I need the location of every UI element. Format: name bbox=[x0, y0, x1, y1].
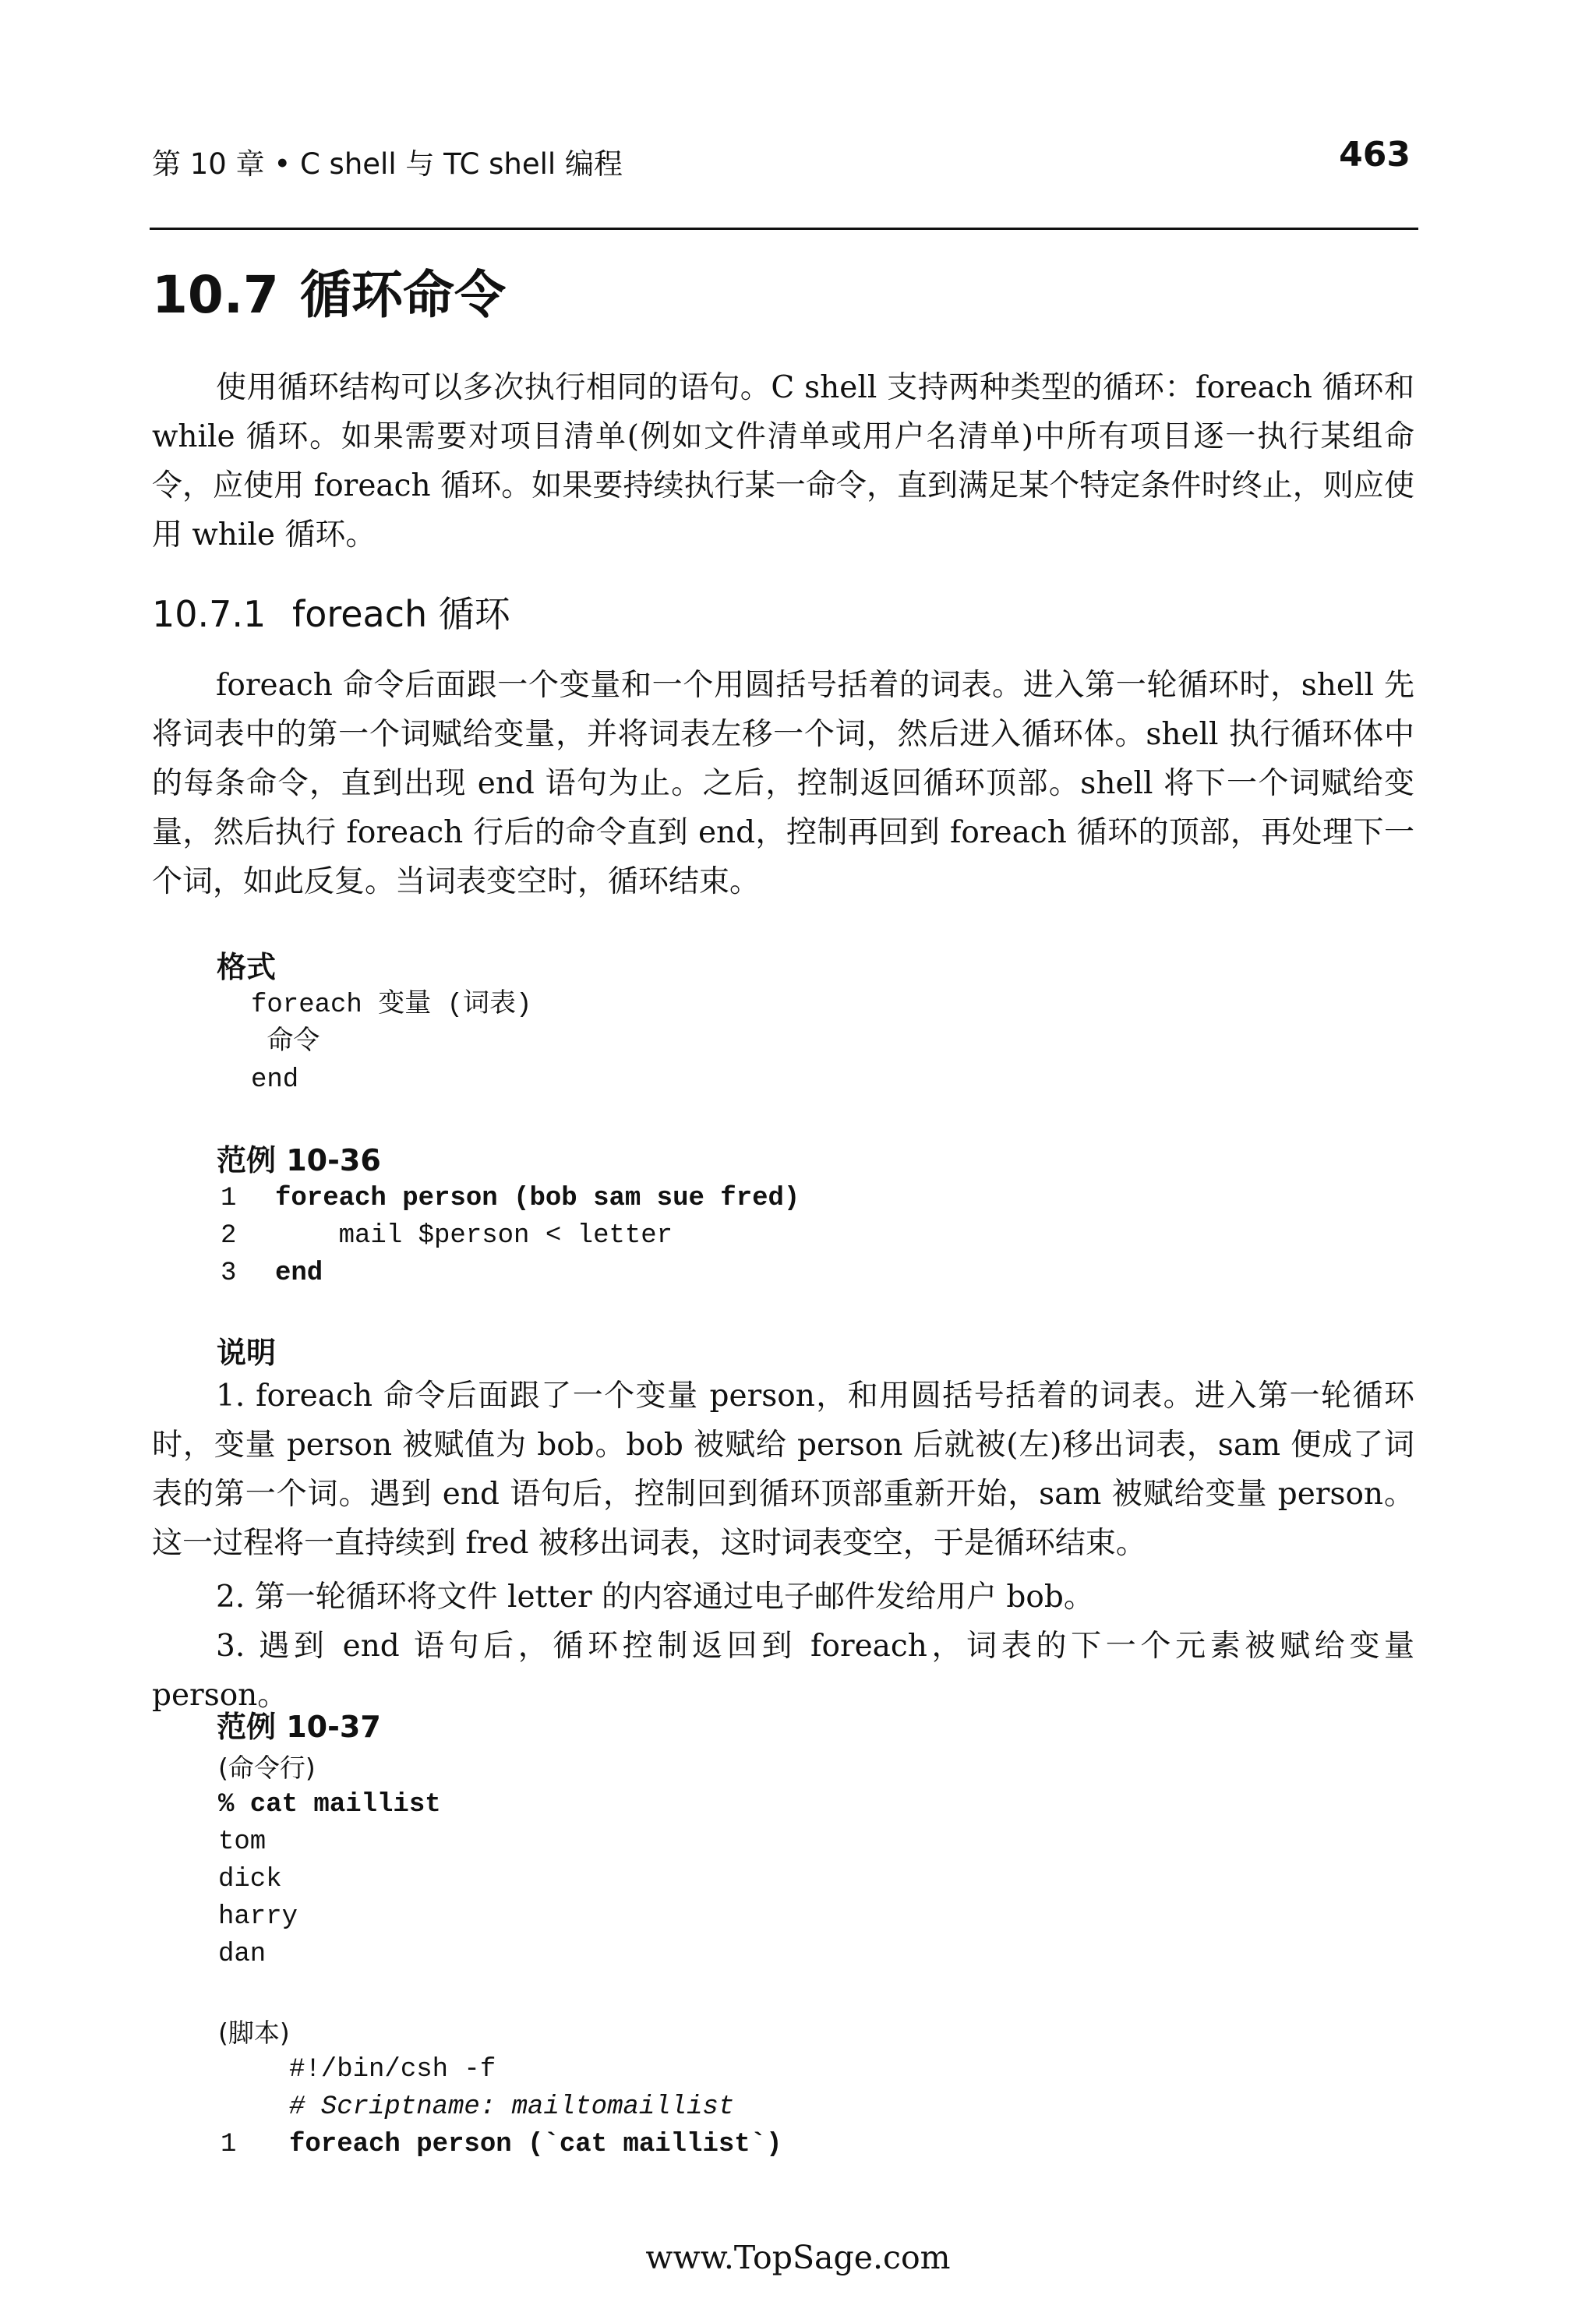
script-label: (脚本) bbox=[218, 2018, 290, 2048]
page-number: 463 bbox=[1339, 135, 1411, 175]
subsection-body: foreach 命令后面跟一个变量和一个用圆括号括着的词表。进入第一轮循环时，shell 先将词表中的第一个词赋给变量，并将词表左移一个词，然后进入循环体。shell 执行循环体中的每条命令，直到出现 end 语句为止。之后，控制返回循环顶部。shell 将下一个词赋给变量，然后执行 foreach 行后的命令直到 end，控制再回到 foreach 循环的顶部，再处理下一个词，如此反复。当词表变空时，循环结束。 bbox=[152, 668, 1414, 899]
section-title-text: 循环命令 bbox=[300, 265, 506, 325]
example-36-code bbox=[221, 1180, 800, 1292]
output-line: tom bbox=[218, 1827, 267, 1857]
running-header: 第 10 章 • C shell 与 TC shell 编程 bbox=[152, 147, 623, 181]
explanation-item-3: 3. 遇到 end 语句后，循环控制返回到 foreach，词表的下一个元素被赋给变量 person。 bbox=[152, 1629, 1414, 1713]
output-line: dan bbox=[218, 1940, 267, 1969]
code-text: end bbox=[275, 1259, 323, 1288]
code-line bbox=[221, 1180, 800, 1217]
section-title bbox=[152, 253, 506, 327]
code-line bbox=[221, 2088, 782, 2126]
code-line bbox=[221, 1255, 800, 1292]
command-line: % cat maillist bbox=[218, 1790, 441, 1820]
example-37-script bbox=[221, 2051, 782, 2163]
explanation-label: 说明 bbox=[217, 1336, 277, 1370]
section-number: 10.7 bbox=[152, 265, 279, 325]
format-block bbox=[251, 987, 531, 1099]
line-number: 1 bbox=[221, 2130, 237, 2159]
code-line bbox=[221, 2126, 782, 2163]
format-line: foreach 变量 (词表) bbox=[251, 990, 532, 1020]
section-intro: 使用循环结构可以多次执行相同的语句。C shell 支持两种类型的循环：foreach 循环和 while 循环。如果需要对项目清单(例如文件清单或用户名清单)中所有项目逐一执行某组命令，应使用 foreach 循环。如果要持续执行某一命令，直到满足某个特定条件时终止，则应使用 while 循环。 bbox=[152, 370, 1414, 553]
line-number: 2 bbox=[221, 1221, 237, 1251]
code-text: foreach person (bob sam sue fred) bbox=[275, 1184, 800, 1213]
cmdline-label: (命令行) bbox=[218, 1753, 316, 1783]
explanation-item-1: 1. foreach 命令后面跟了一个变量 person，和用圆括号括着的词表。进入第一轮循环时，变量 person 被赋值为 bob。bob 被赋给 person 后就被(左)移出词表，sam 便成了词表的第一个词。遇到 end 语句后，控制回到循环顶部重新开始，sam 被赋给变量 person。这一过程将一直持续到 fred 被移出词表，这时词表变空，于是循环结束。 bbox=[152, 1379, 1414, 1561]
example-37-output bbox=[218, 1786, 441, 1973]
subsection-number: 10.7.1 bbox=[152, 593, 267, 635]
subsection-title-text: foreach 循环 bbox=[292, 593, 510, 635]
output-line: dick bbox=[218, 1865, 282, 1894]
subsection-title bbox=[152, 586, 510, 637]
example-36-label: 范例 10-36 bbox=[217, 1143, 381, 1177]
line-number: 3 bbox=[221, 1259, 237, 1288]
format-label: 格式 bbox=[217, 950, 277, 984]
header-rule bbox=[150, 228, 1418, 230]
output-line: harry bbox=[218, 1902, 298, 1932]
code-line bbox=[221, 2051, 782, 2088]
example-37-label: 范例 10-37 bbox=[217, 1710, 381, 1744]
code-comment: # Scriptname: mailtomaillist bbox=[289, 2092, 735, 2122]
code-line bbox=[221, 1217, 800, 1255]
code-text: mail $person < letter bbox=[275, 1221, 673, 1251]
footer-url: www.TopSage.com bbox=[645, 2239, 951, 2276]
code-text: foreach person (`cat maillist`) bbox=[289, 2130, 782, 2159]
format-line: 命令 bbox=[251, 1028, 320, 1057]
line-number: 1 bbox=[221, 1184, 237, 1213]
explanation-item-2: 2. 第一轮循环将文件 letter 的内容通过电子邮件发给用户 bob。 bbox=[216, 1580, 1094, 1615]
code-text: #!/bin/csh -f bbox=[289, 2055, 496, 2085]
format-line: end bbox=[251, 1065, 299, 1095]
